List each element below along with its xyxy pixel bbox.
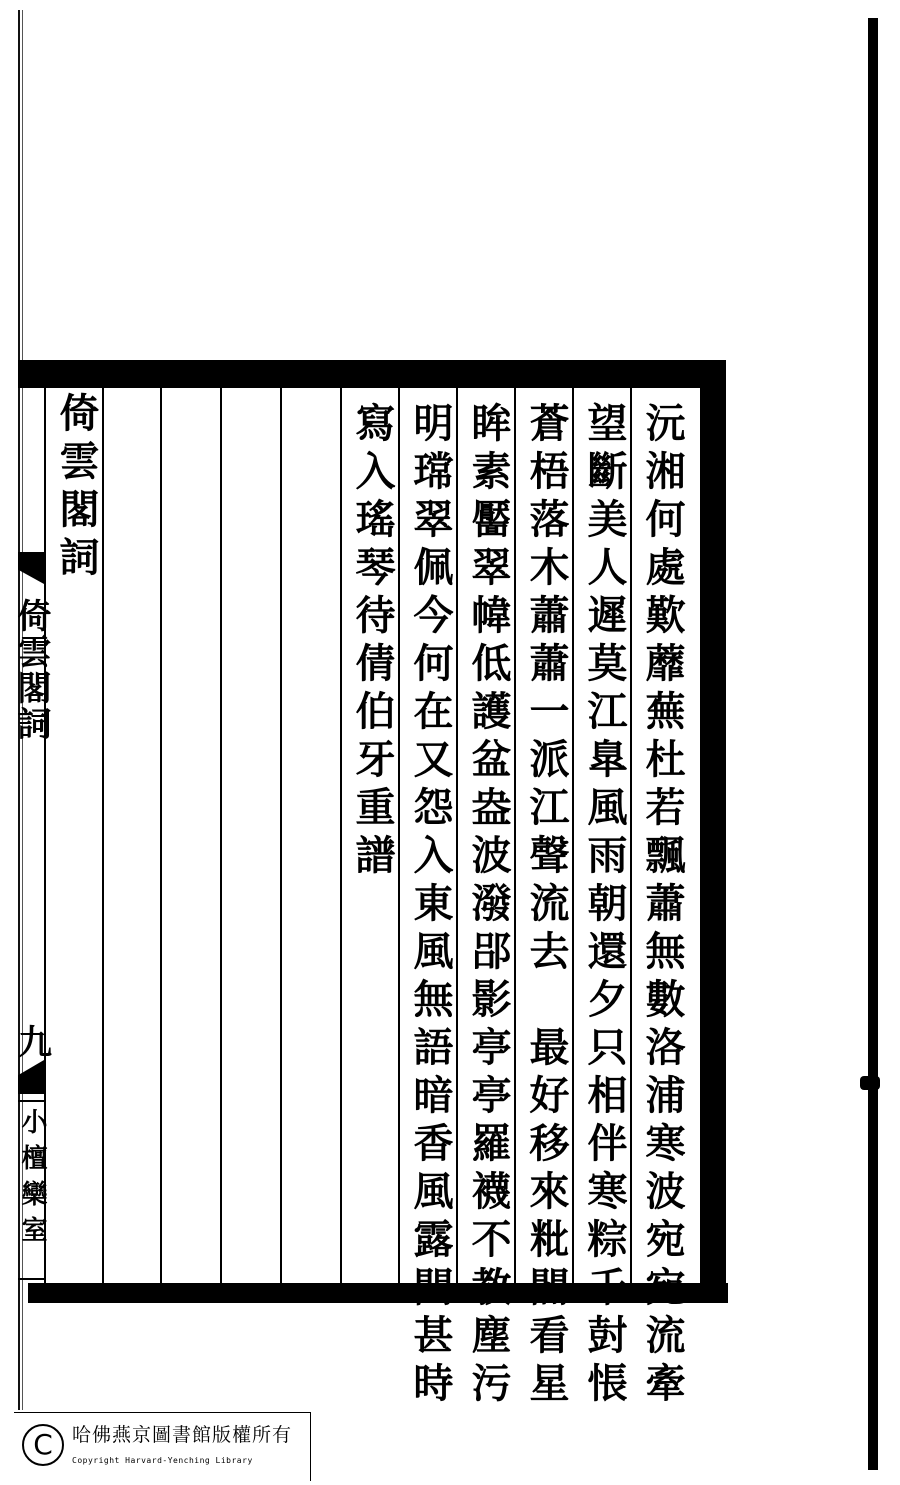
block-border-top [18,360,722,388]
column-rule [514,388,516,1283]
copyright-chinese: 哈佛燕京圖書館版權所有 [72,1424,293,1446]
text-column-3: 蒼梧落木蕭蕭一派江聲流去 最好移來粃閣看星 [523,402,570,1410]
margin-studio-name: 小檀欒室 [17,1108,47,1252]
column-rule [102,388,104,1283]
margin-title: 倚雲閣詞 [11,598,51,742]
column-rule [456,388,458,1283]
text-column-5: 明瑺翠佩今何在又怨入東風無語暗香風露問甚時 [407,402,454,1410]
binding-notch [860,1076,880,1090]
margin-page-number: 九 [18,1023,52,1063]
column-rule [160,388,162,1283]
copyright-icon: C [22,1424,64,1466]
text-column-1: 沅湘何處歎蘼蕪杜若飄蕭無數洛浦寒波宛宛流牽 [639,402,686,1410]
block-border-right [700,360,726,1303]
collection-title-column: 倚雲閣詞 [53,392,100,584]
text-column-6: 寫入瑤琴待倩伯牙重譜 [349,402,396,882]
column-rule [572,388,574,1283]
column-rule [280,388,282,1283]
text-column-4: 眸素靨翠幃低護盆盎波潑郘影亭亭羅襪不教塵污 [465,402,512,1410]
column-rule [340,388,342,1283]
column-rule [630,388,632,1283]
column-rule [398,388,400,1283]
copyright-english: Copyright Harvard-Yenching Library [72,1456,253,1465]
column-rule [220,388,222,1283]
text-column-2: 望斷美人遲莫江臯風雨朝還夕只相伴寒粽千尌悵 [581,402,628,1410]
scan-edge-right [868,18,878,1470]
